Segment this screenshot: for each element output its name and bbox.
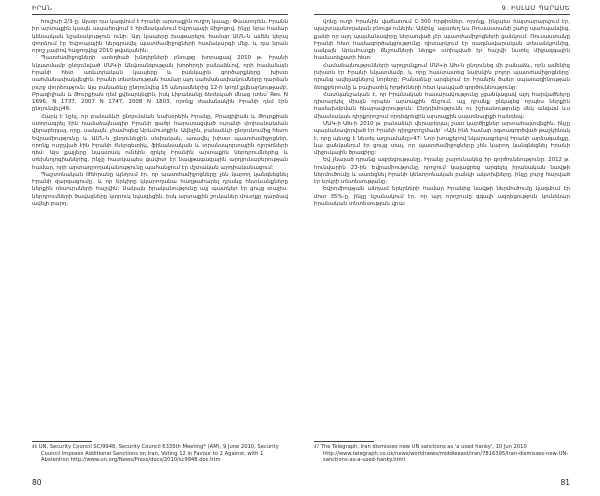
right-page (300, 0, 600, 496)
paragraph: Համաձայնությունների արդյունքում ՄԱԿ-ի ԱԽ-ն ընդունեց մի բանաձև, որն ամենից խիստն էր Իրանի նկատմամբ, և որը հաստատեց նախկին բոլոր պատժամիջոցները՝ դրանց ավելացնելով նորերը: Բանաձևը արգելում էր Իրանին ծանր սպառազինության ձեռքբերումը և բալիստիկ հրթիռների հետ կապված գործունեությունը: (314, 62, 570, 91)
footnote-rule (32, 441, 92, 442)
footnote-number: 47 (314, 444, 320, 449)
footnote-rule (314, 441, 374, 442)
paragraph: վոնը ուղի Իրանին վաճառում C-300 հրթիռներ, որոնք, ինչպես հայտարարվում էր, պաշտպանողական բնույթ ունեին: Այնինչ՝ այստեղ ևս Ռուսաստանի շահը պահպանվեց, քանի որ այդ պայմանագիրը ներառված չէր պատժամիջոցների ցանկում: Ռուսաստանը Իրանի հետ համագործակցությունը դիտարկում էր ռազմավարական տեսանկյունից, սակայն Արևմուտքի ճնշումների ներքո ստիպված էր հաշվի նստել միջազգային համատեքստի հետ: (314, 19, 570, 62)
running-head: ԻՐԱՆ (32, 4, 53, 12)
footnote (32, 444, 288, 464)
body-text (32, 19, 288, 208)
footnote-text: The Telegraph, Iran dismisses new UN sanctions as 'a used hanky', 10 Jun 2010 http://www.telegraph.co.uk/news/worldnews/middleeast/iran/7816395/Iran-dismisses-new-UN-sanctions-as-a-used-hanky.html (320, 444, 569, 463)
footnote (314, 444, 570, 464)
paragraph: Հատկանշական է, որ Իրանական հասարակությունը չցանկացավ այդ հարվածները դիտարկել միայն որպես արտաքին ճնշում, այլ դրանք ընկալեց որպես ներքին համախմբման հնարավորություն: Ընդդիմությունն ու իշխանությունը մեկ անգամ ևս միասնական դիրքորոշում որդեգրեցին արտաքին սպառնալիքի հանդեպ: (314, 91, 570, 120)
footnote-area (32, 441, 288, 464)
running-head: 9. ԻՍԼԱՄ ՊԱՐԱՍԵ (501, 4, 570, 12)
paragraph: Հարկ է նշել, որ բանաձևի ընդունման նախօրեին Իրանը, Բրազիլիան և Թուրքիան ստորագրել էին համաձայնագիր Իրանի ցածր հարստացված ուրանի փոխանակման վերաբերյալ, որը, սակայն, չհամոզեց Արևմուտքին: Ավելին, բանաձևի ընդունումից հետո Եվրամիությունը և ԱՄՆ-ն ընդունեցին սեփական, առավել խիստ պատժամիջոցներ, որոնք ուղղված էին Իրանի էներգետիկ, ֆինանսական և տրանսպորտային ոլորտների դեմ: Այս քայլերը նպատակ ունեին զրկել Իրանին արտաքին ներդրումներից և տեխնոլոգիաներից, ինչը հատկապես ցավոտ էր նավթագազային արդյունաբերության համար, որի արտադրողականությունը պահանջում էր մշտական արդիականացում: (32, 113, 288, 171)
paragraph: հուլիսի 2/3-ը: Այսօր դա կազմում է Իրանի արտաքին ուղիղ կապը: Փաստորեն, Իրանն իր արտաքին կապն ապահովում է հիմնականում Եվրոպայի միջոցով, ինչը նրա համար կենսական նշանակություն ունի: Այդ կապերը խաթարելու համար ԱՄՆ-ն ամեն կերպ փորձում էր Եվրոպային ներգրավել պատժամիջոցների համակարգի մեջ, և դա նրան որոշ չափով հաջողվեց 2010 թվականին: (32, 19, 288, 55)
paragraph: Եվրոմիության անդամ երկրների համար Իրանից նավթի ներմուծումը կազմում էր մոտ 35%-ը, ինչը նշանակում էր, որ այդ որոշումը զգալի ազդեցություն կունենար իրանական տնտեսության վրա: (314, 186, 570, 208)
page-number: 80 (32, 478, 42, 487)
paragraph: Եվ չնայած դրանց ազդեցությանը, Իրանը շարունակեց իր գործունեությունը: 2012 թ. հունվարին 23-ին Եվրամիությունը որոշում կայացրեց արգելել իրանական նավթի ներմուծումը և սառեցնել Իրանի կենտրոնական բանկի ակտիվները, ինչը լուրջ հարված էր երկրի տնտեսությանը: (314, 157, 570, 186)
footnote-area (314, 441, 570, 464)
paragraph: Պաշտոնական Թեհրանը պնդում էր, որ պատժամիջոցները չեն կարող կանգնեցնել Իրանի զարգացումը, և որ երկիրը կկարողանա հաղթահարել դրանց հետևանքները ներքին ռեսուրսների հաշվին: Սակայն իրականությունը այլ պատկեր էր ցույց տալիս. ներդրումների ծավալները կտրուկ նվազեցին, իսկ արտաքին շուկաներ մուտքը դարձավ ավելի բարդ: (32, 171, 288, 208)
paragraph: Պատժամիջոցների ստեղծած խնդիրների բնույթը խորացավ 2010 թ. Իրանի նկատմամբ ընդունված ՄԱԿ-ի Անվտանգության խորհրդի բանաձևով, որի համաձայն Իրանի հետ առևտրական կապերը և բանկային գործարքները խիստ սահմանափակվեցին: Իրանի տնտեսության համար այդ սահմանափակումները դարձան լուրջ փորձություն: Այս բանաձևը ընդունվեց 15 անդամներից 12-ի կողմ քվեարկությամբ, Բրազիլիան և Թուրքիան դեմ քվեարկեցին, իսկ Լիբանանը ձեռնպահ մնաց (տես՝ Res. N 1696, N 1737, 2007 N 1747, 2008 N 1803, որոնք ժամանակին Իրանի դեմ էին ընդունվել)46: (32, 55, 288, 113)
header-rule (32, 14, 288, 15)
footnote-number: 46 (32, 444, 38, 449)
paragraph: ՄԱԿ-ի ԱԽ-ի 2010 թ. բանաձևի վերաբերյալ շատ կարծիքներ արտահայտվեցին, ինչը պայմանավորված էր Իրանի դիրքորոշմամբ՝ «Այն ինձ համար օգտագործված թաշկինակ է, որը պետք է նետել աղբամանը»47: Նոր խոսքերով նկարագրելով Իրանի արձագանքը, նա ցանկանում էր ցույց տալ, որ պատժամիջոցները չեն կարող կանգնեցնել Իրանի միջուկային ծրագիրը: (314, 120, 570, 157)
body-text (314, 19, 570, 208)
footnote-text: UN, Security Council SC/9948, Security Council 6335th Meeting* (AM), 9 June 2010, Security Council Imposes Additional Sanctions on Iran, Voting 12 in Favour to 2 Against, with 1 Abstention http://www.un.org/News/Press/docs/2010/sc9948.doc.htm (38, 444, 279, 463)
page-number: 81 (560, 478, 570, 487)
header-rule (314, 14, 570, 15)
